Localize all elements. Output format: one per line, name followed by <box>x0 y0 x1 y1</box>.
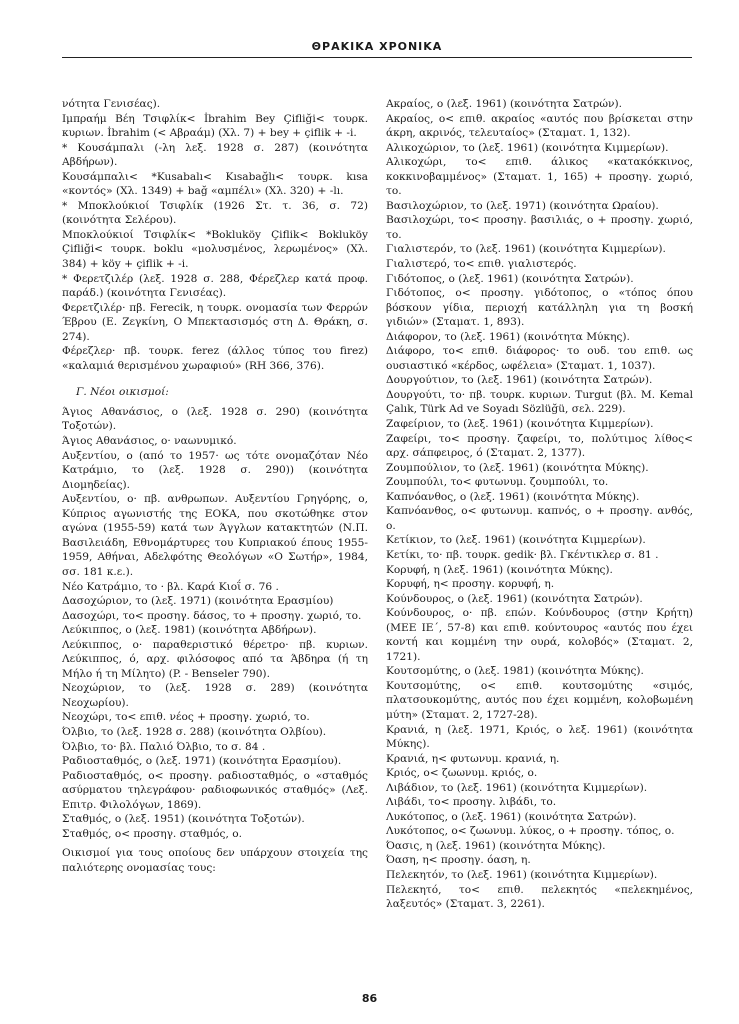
entry-paragraph: Ζουμπούλιον, το (λεξ. 1961) (κοινότητα Μύκης). <box>386 461 649 474</box>
entry-paragraph: * Μποκλούκιοί Τσιφλίκ (1926 Στ. τ. 36, σ. 72) (κοινότητα Σελέρου). <box>62 199 368 227</box>
entry-paragraph: Κετίκι, το· πβ. τουρκ. gedik· βλ. Γκέντικλερ σ. 81 . <box>386 548 659 561</box>
entry-paragraph: Δασοχώριον, το (λεξ. 1971) (κοινότητα Ερασμίου) <box>62 595 334 608</box>
entry-paragraph: Καπνόανθος, ο< φυτωνυμ. καπνός, ο + προσηγ. ανθός, ο. <box>386 505 693 532</box>
entry-paragraph: Πελεκητόν, το (λεξ. 1961) (κοινότητα Κιμμερίων). <box>386 868 658 881</box>
entry-paragraph: Δουργούτι, το· πβ. τουρκ. κυριων. Turgut (βλ. M. Kemal Çalık, Türk Ad ve Soyadı Sözlüğü, σελ. 229). <box>386 388 693 416</box>
entry-paragraph: Νεοχώριον, το (λεξ. 1928 σ. 289) (κοινότητα Νεοχωρίου). <box>62 682 368 709</box>
entry-paragraph: Κουσάμπαλι< *Kusabalı< Kısabağlı< τουρκ. kısa «κοντός» (Χλ. 1349) + bağ «αμπέλι» (Χλ. 320) + -lı. <box>62 170 368 198</box>
entry-paragraph: Οικισμοί για τους οποίους δεν υπάρχουν στοιχεία της παλιότερης ονομασίας τους: <box>62 847 368 874</box>
entry-paragraph: Κορυφή, η (λεξ. 1961) (κοινότητα Μύκης). <box>386 563 613 576</box>
entry-paragraph: Ζουμπούλι, το< φυτωνυμ. ζουμπούλι, το. <box>386 476 609 489</box>
entry-paragraph: Γιαλιστερό, το< επιθ. γιαλιστερός. <box>386 258 577 271</box>
entry-paragraph: Κούνδουρος, ο· πβ. επών. Κούνδουρος (στην Κρήτη) (ΜΕΕ ΙΕ΄, 57-8) και επιθ. κούντουρος «αυτός που έχει κοντή και κομμένη την ουρά, κολοβός» (Σταματ. 2, 1721). <box>386 607 693 663</box>
entry-paragraph: Ζαφείριον, το (λεξ. 1961) (κοινότητα Κιμμερίων). <box>386 418 654 431</box>
entry-paragraph: Κρανιά, η (λεξ. 1971, Κριός, ο λεξ. 1961) (κοινότητα Μύκης). <box>386 723 693 751</box>
right-column <box>386 97 693 912</box>
entry-paragraph: Σταθμός, ο (λεξ. 1951) (κοινότητα Τοξοτών). <box>62 813 305 826</box>
entry-paragraph: Αλικοχώριον, το (λεξ. 1961) (κοινότητα Κιμμερίων). <box>386 141 669 154</box>
entry-paragraph: Δουργούτιον, το (λεξ. 1961) (κοινότητα Σατρών). <box>386 374 653 387</box>
entry-paragraph: Άγιος Αθανάσιος, ο (λεξ. 1928 σ. 290) (κοινότητα Τοξοτών). <box>62 405 368 433</box>
entry-paragraph: Λεύκιππος, ο (λεξ. 1981) (κοινότητα Αβδήρων). <box>62 624 317 637</box>
entry-paragraph: Ζαφείρι, το< προσηγ. ζαφείρι, το, πολύτιμος λίθος< αρχ. σάπφειρος, ό (Σταματ. 2, 1377). <box>386 432 693 460</box>
entry-paragraph: Κριός, ο< ζωωνυμ. κριός, ο. <box>386 767 538 780</box>
entry-paragraph: Λιβάδι, το< προσηγ. λιβάδι, το. <box>386 796 557 809</box>
entry-paragraph: Φερετζιλέρ· πβ. Ferecik, η τουρκ. ονομασία των Φερρών Έβρου (Ε. Ζεγκίνη, Ο Μπεκτασισμός στη Δ. Θράκη, σ. 274). <box>62 301 368 343</box>
spacer <box>62 373 368 385</box>
entry-paragraph: Μποκλούκιοί Τσιφλίκ< *Bokluköy Çiflik< Bokluköy Çifliği< τουρκ. boklu «μολυσμένος, λερωμένος» (Χλ. 384) + köy + çiflik + -i. <box>62 228 368 271</box>
entry-paragraph: Άγιος Αθανάσιος, ο· ναωνυμικό. <box>62 435 237 448</box>
entry-paragraph: Όασις, η (λεξ. 1961) (κοινότητα Μύκης). <box>386 839 606 852</box>
entry-paragraph: Κουτσομύτης, ο< επιθ. κουτσομύτης «σιμός, πλατσουκομύτης, αυτός που έχει κομμένη, κολοβωμένη μύτη» (Σταματ. 2, 1727-28). <box>386 679 693 721</box>
entry-paragraph: Ακραίος, ο (λεξ. 1961) (κοινότητα Σατρών). <box>386 98 622 110</box>
entry-paragraph: * Κουσάμπαλι (-λη λεξ. 1928 σ. 287) (κοινότητα Αβδήρων). <box>62 141 368 169</box>
entry-paragraph: Κουτσομύτης, ο (λεξ. 1981) (κοινότητα Μύκης). <box>386 665 644 678</box>
entry-paragraph: Όαση, η< προσηγ. όαση, η. <box>386 854 531 867</box>
entry-paragraph: Δασοχώρι, το< προσηγ. δάσος, το + προσηγ. χωριό, το. <box>62 609 362 622</box>
entry-paragraph: Κορυφή, η< προσηγ. κορυφή, η. <box>386 578 555 591</box>
entry-paragraph: Λυκότοπος, ο (λεξ. 1961) (κοινότητα Σατρών). <box>386 810 637 823</box>
entry-paragraph: Γιδότοπος, ο (λεξ. 1961) (κοινότητα Σατρών). <box>386 272 634 285</box>
entry-paragraph: Διάφορο, το< επιθ. διάφορος· το ουδ. του επιθ. ως ουσιαστικό «κέρδος, ωφέλεια» (Σταματ. 1, 1037). <box>386 345 693 372</box>
entry-paragraph: Κετίκιον, το (λεξ. 1961) (κοινότητα Κιμμερίων). <box>386 534 646 547</box>
entry-paragraph: Κούνδουρος, ο (λεξ. 1961) (κοινότητα Σατρών). <box>386 592 643 605</box>
entry-paragraph: Όλβιο, το· βλ. Παλιό Όλβιο, το σ. 84 . <box>62 740 266 753</box>
entry-paragraph: Αυξεντίου, ο (από το 1957· ως τότε ονομαζόταν Νέο Κατράμιο, το (λεξ. 1928 σ. 290)) (κοινότητα Διομηδείας). <box>62 449 368 491</box>
entry-paragraph: Αυξεντίου, ο· πβ. ανθρωπων. Αυξεντίου Γρηγόρης, ο, Κύπριος αγωνιστής της ΕΟΚΑ, που σκοτώθηκε στον αγώνα (1955-59) κατά των Άγγλων κατακτητών (Ν.Π. Βασιλειάδη, Εθνομάρτυρες του Κυπριακού έπους 1955-1959, Αθήναι, Αδελφότης Θεολόγων «Ο Σωτήρ», 1984, σσ. 181 κ.ε.). <box>62 493 368 578</box>
running-header: ΘΡΑΚΙΚΑ ΧΡΟΝΙΚΑ <box>311 40 443 53</box>
entry-paragraph: * Φερετζιλέρ (λεξ. 1928 σ. 288, Φέρεζλερ κατά προφ. παράδ.) (κοινότητα Γενισέας). <box>62 272 368 300</box>
entry-paragraph: Ακραίος, ο< επιθ. ακραίος «αυτός που βρίσκεται στην άκρη, ακρινός, τελευταίος» (Σταματ. 1, 132). <box>386 112 693 140</box>
entry-paragraph: Νέο Κατράμιο, το · βλ. Καρά Κιοΐ σ. 76 . <box>62 580 279 593</box>
entry-paragraph: Λιβάδιον, το (λεξ. 1961) (κοινότητα Κιμμερίων). <box>386 781 648 794</box>
left-column <box>62 97 368 875</box>
section-subheading: Γ. Νέοι οικισμοί: <box>76 386 169 399</box>
header-rule <box>62 57 692 58</box>
entry-paragraph: νότητα Γενισέας). <box>62 98 161 110</box>
entry-paragraph: Φέρεζλερ· πβ. τουρκ. ferez (άλλος τύπος του firez) «καλαμιά θερισμένου χωραφιού» (RH 366, 376). <box>62 345 368 372</box>
entry-paragraph: Ραδιοσταθμός, ο< προσηγ. ραδιοσταθμός, ο «σταθμός ασύρματου τηλεγράφου· ραδιοφωνικός σταθμός» (Λεξ. Επιτρ. Φιλολόγων, 1869). <box>62 769 368 811</box>
entry-paragraph: Λυκότοπος, ο< ζωωνυμ. λύκος, ο + προσηγ. τόπος, ο. <box>386 825 675 838</box>
entry-paragraph: Ραδιοσταθμός, ο (λεξ. 1971) (κοινότητα Ερασμίου). <box>62 755 342 768</box>
entry-paragraph: Πελεκητό, το< επιθ. πελεκητός «πελεκημένος, λαξευτός» (Σταματ. 3, 2261). <box>386 883 693 911</box>
entry-paragraph: Όλβιο, το (λεξ. 1928 σ. 288) (κοινότητα Ολβίου). <box>62 725 327 738</box>
entry-paragraph: Καπνόανθος, ο (λεξ. 1961) (κοινότητα Μύκης). <box>386 490 640 503</box>
entry-paragraph: Γιδότοπος, ο< προσηγ. γιδότοπος, ο «τόπος όπου βόσκουν γίδια, περιοχή κατάλληλη για τη βοσκή γιδιών» (Σταματ. 1, 893). <box>386 287 693 329</box>
entry-paragraph: Διάφορον, το (λεξ. 1961) (κοινότητα Μύκης). <box>386 330 630 343</box>
entry-paragraph: Γιαλιστερόν, το (λεξ. 1961) (κοινότητα Κιμμερίων). <box>386 243 666 256</box>
entry-paragraph: Λεύκιππος, ο· παραθεριστικό θέρετρο· πβ. κυριων. Λεύκιππος, ό, αρχ. φιλόσοφος από τα Άβδηρα (ή τη Μήλο ή τη Μίλητο) (P. - Benseler 790). <box>62 638 368 680</box>
entry-paragraph: Αλικοχώρι, το< επιθ. άλικος «κατακόκκινος, κοκκινοβαμμένος» (Σταματ. 1, 165) + προσηγ. χωριό, το. <box>386 156 693 198</box>
entry-paragraph: Βασιλοχώρι, το< προσηγ. βασιλιάς, ο + προσηγ. χωριό, το. <box>386 214 693 241</box>
entry-paragraph: Κρανιά, η< φυτωνυμ. κρανιά, η. <box>386 752 560 765</box>
page-number: 86 <box>361 992 378 1005</box>
entry-paragraph: Ιμπραήμ Βέη Τσιφλίκ< İbrahim Bey Çifliği< τουρκ. κυριων. İbrahim (< Αβραάμ) (Χλ. 7) + bey + çiflik + -i. <box>62 112 368 140</box>
entry-paragraph: Σταθμός, ο< προσηγ. σταθμός, ο. <box>62 827 242 840</box>
entry-paragraph: Νεοχώρι, το< επιθ. νέος + προσηγ. χωριό, το. <box>62 711 310 724</box>
entry-paragraph: Βασιλοχώριον, το (λεξ. 1971) (κοινότητα Ωραίου). <box>386 199 659 212</box>
